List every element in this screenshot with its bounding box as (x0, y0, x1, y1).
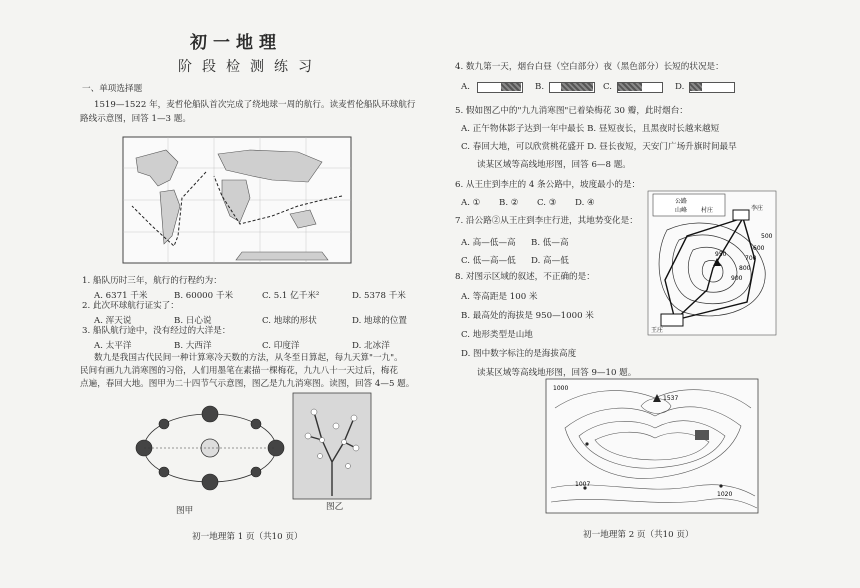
elevation-label: 1020 (717, 491, 733, 498)
question-2-options (94, 314, 407, 326)
option-a[interactable]: A. 高—低—高 (461, 238, 516, 248)
contour-label: 700 (745, 255, 757, 262)
solar-terms-diagram (130, 392, 290, 504)
option-a[interactable]: A. ① (461, 198, 481, 208)
world-route-map (122, 136, 352, 264)
passage-text: 数九是我国古代民间一种计算寒冷天数的方法，从冬至日算起，每九天算"一九"。 (94, 353, 403, 363)
page-2 (455, 0, 800, 588)
option-c[interactable]: C. ③ (537, 198, 557, 208)
option-c[interactable]: C. 低—高—低 (461, 256, 516, 266)
question-8-option-a[interactable]: A. 等高距是 100 米 (461, 292, 538, 302)
question-8-option-d[interactable]: D. 图中数字标注的是海拔高度 (461, 349, 577, 359)
question-3-options (94, 339, 390, 351)
option-b[interactable]: B. (535, 82, 545, 92)
question-1-options (94, 289, 406, 301)
page-footer: 初一地理第 2 页（共10 页） (583, 530, 694, 540)
page-title: 初一地理 (190, 33, 282, 53)
option-b[interactable]: B. ② (499, 198, 519, 208)
option-d[interactable]: D. 北冰洋 (352, 341, 390, 351)
figure-a-caption: 图甲 (176, 506, 194, 516)
question-8-option-c[interactable]: C. 地形类型是山地 (461, 330, 533, 340)
contour-road-map (647, 190, 777, 336)
passage-text: 点遍，春回大地。图甲为二十四节气示意图，图乙是九九消寒图。读图，回答 4—5 题。 (80, 379, 415, 389)
option-b[interactable]: B. 低—高 (531, 238, 569, 248)
passage-text: 民间有画九九消寒图的习俗，人们用墨笔在素描一棵梅花，九九八十一天过后，梅花 (80, 366, 398, 376)
question-5-option-ab[interactable]: A. 正午物体影子达到一年中最长 B. 昼短夜长，且黑夜时长越来越短 (461, 124, 720, 134)
plum-blossom-figure (292, 392, 372, 500)
figure-b-caption: 图乙 (326, 502, 344, 512)
peak-label: 950 (715, 251, 727, 258)
village-wangzhuang: 王庄 (651, 327, 664, 334)
option-a[interactable]: A. 太平洋 (94, 341, 132, 351)
question-6-options (461, 198, 595, 208)
question-5: 5. 假如图乙中的"九九消寒图"已着染梅花 30 瓣，此时烟台： (455, 106, 688, 116)
option-d[interactable]: D. 高—低 (531, 256, 569, 266)
night-shade (501, 83, 521, 91)
option-b[interactable]: B. 60000 千米 (174, 291, 234, 301)
question-7-options (461, 236, 569, 248)
option-c[interactable]: C. 地球的形状 (262, 316, 317, 326)
elevation-label: 1537 (663, 395, 679, 402)
option-c[interactable]: C. 5.1 亿千米² (262, 291, 320, 301)
option-b[interactable]: B. 大西洋 (174, 341, 212, 351)
question-7-options (461, 254, 569, 266)
page-subtitle: 阶段检测练习 (178, 59, 322, 75)
night-shade (618, 83, 642, 91)
question-3: 3. 船队航行途中，没有经过的大洋是： (82, 326, 231, 336)
option-b[interactable]: B. 日心说 (174, 316, 212, 326)
question-2: 2. 此次环球航行证实了： (82, 301, 179, 311)
elevation-label: 1000 (553, 385, 569, 392)
question-5-option-cd[interactable]: C. 春回大地，可以欣赏桃花盛开 D. 昼长夜短，天安门广场升旗时间最早 (461, 142, 737, 152)
page-footer: 初一地理第 1 页（共10 页） (192, 532, 303, 542)
intro-text: 1519—1522 年，麦哲伦船队首次完成了绕地球一周的航行。读麦哲伦船队环球航行 (94, 100, 416, 110)
contour-label: 600 (753, 245, 765, 252)
option-d[interactable]: D. ④ (575, 198, 595, 208)
page-1 (70, 0, 415, 588)
reading-instruction: 读某区域等高线地形图，回答 6—8 题。 (477, 160, 631, 170)
question-8-option-b[interactable]: B. 最高处的海拔是 950—1000 米 (461, 311, 594, 321)
topographic-map (545, 378, 759, 514)
night-shade (561, 83, 593, 91)
question-4: 4. 数九第一天，烟台白昼（空白部分）夜（黑色部分）长短的状况是： (455, 62, 724, 72)
question-7: 7. 沿公路②从王庄到李庄行进，其地势变化是： (455, 216, 638, 226)
section-heading: 一、单项选择题 (82, 84, 143, 94)
option-c[interactable]: C. (603, 82, 613, 92)
contour-label: 500 (761, 233, 773, 240)
elevation-label: 1007 (575, 481, 591, 488)
option-a[interactable]: A. 浑天说 (94, 316, 132, 326)
option-a[interactable]: A. 6371 千米 (94, 291, 148, 301)
option-d[interactable]: D. (675, 82, 685, 92)
question-8: 8. 对图示区域的叙述，不正确的是： (455, 272, 595, 282)
night-shade (690, 83, 702, 91)
legend-village: 村庄 (701, 207, 714, 214)
option-c[interactable]: C. 印度洋 (262, 341, 300, 351)
option-a[interactable]: A. (461, 82, 470, 92)
legend-road: 公路 (675, 198, 688, 205)
legend-peak: 山峰 (675, 207, 688, 214)
question-1: 1. 船队历时三年，航行的行程约为： (82, 276, 222, 286)
intro-text: 路线示意图，回答 1—3 题。 (80, 114, 191, 124)
question-6: 6. 从王庄到李庄的 4 条公路中，坡度最小的是： (455, 180, 641, 190)
village-lizhuang: 李庄 (751, 205, 764, 212)
contour-label: 800 (739, 265, 751, 272)
option-d[interactable]: D. 5378 千米 (352, 291, 406, 301)
option-d[interactable]: D. 地球的位置 (352, 316, 408, 326)
contour-label: 900 (731, 275, 743, 282)
reading-instruction: 读某区域等高线地形图，回答 9—10 题。 (477, 368, 637, 378)
